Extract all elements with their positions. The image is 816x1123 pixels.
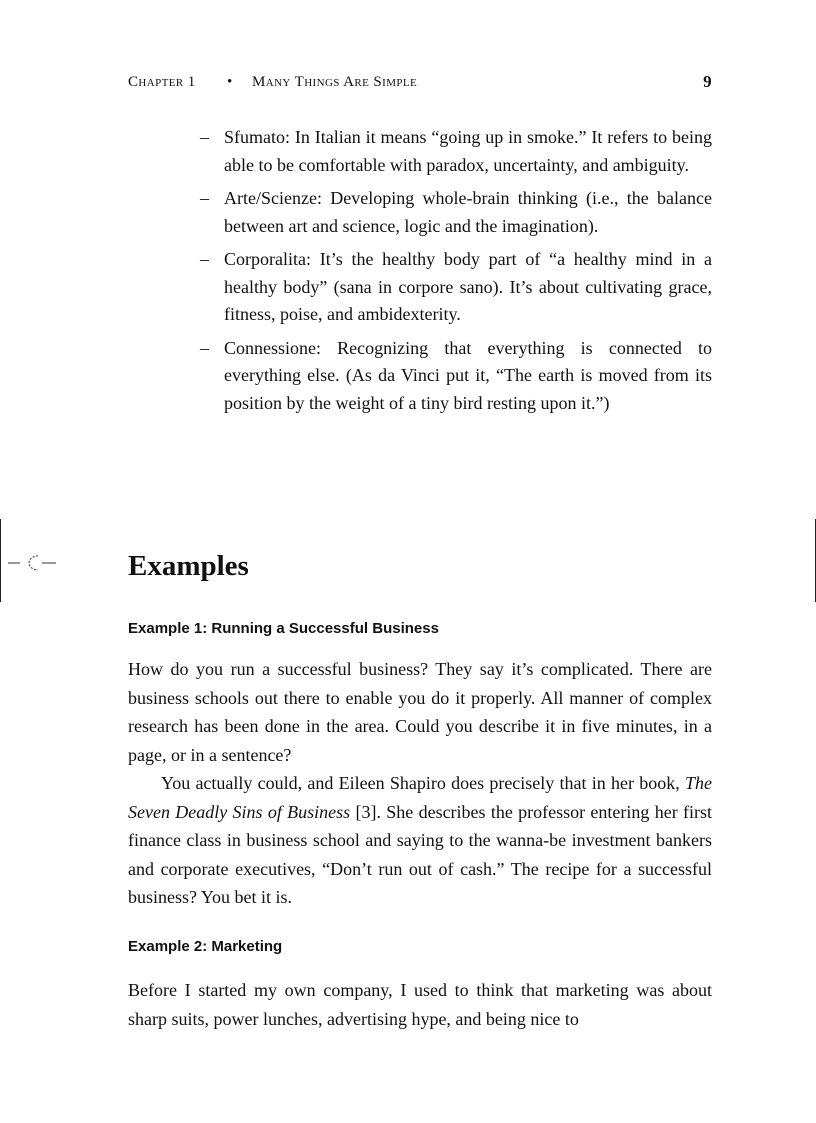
- page-number: 9: [703, 72, 712, 91]
- registration-mark-icon: [8, 548, 58, 578]
- book-title: The Seven Deadly Sins of Business: [128, 773, 712, 822]
- dash-marker: –: [200, 249, 209, 269]
- example-2-heading: Example 2: Marketing: [128, 938, 283, 955]
- list-item-connessione: [200, 335, 712, 418]
- dash-marker: –: [200, 188, 209, 208]
- list-item-text: Connessione: Recognizing that everything is connected to everything else. (As da Vinci put it, “The earth is moved from its position by the weight of a tiny bird resting upon it.”): [224, 337, 712, 413]
- paragraph-2-rest: [3]. She describes the professor entering her first finance class in business school and saying to the wanna-be investment bankers and corporate executives, “Don’t run out of cash.” The recipe for a successful business? You bet it is.: [128, 801, 712, 907]
- list-item-arte-scienze: [200, 185, 712, 240]
- example-2-body: [128, 976, 712, 1033]
- list-item-sfumato: [200, 124, 712, 179]
- running-head-separator: •: [227, 74, 233, 90]
- list-item-text: Sfumato: In Italian it means “going up in smoke.” It refers to being able to be comfortable with paradox, uncertainty, and ambiguity.: [224, 127, 712, 175]
- list-item-text: Corporalita: It’s the healthy body part of “a healthy mind in a healthy body” (sana in corpore sano). It’s about cultivating grace, fitness, poise, and ambidexterity.: [224, 249, 712, 324]
- principles-dash-list: [200, 124, 712, 423]
- section-heading-examples: Examples: [128, 550, 249, 582]
- paragraph-2-intro: You actually could, and Eileen Shapiro does precisely that in her book,: [161, 773, 685, 793]
- example-1-body: [128, 655, 712, 912]
- running-head: [128, 74, 712, 96]
- running-head-title: Many Things Are Simple: [252, 74, 418, 90]
- example-2-paragraph-1: Before I started my own company, I used to think that marketing was about sharp suits, power lunches, advertising hype, and being nice to: [128, 980, 712, 1029]
- dash-marker: –: [200, 127, 209, 147]
- running-head-chapter: Chapter 1: [128, 74, 196, 90]
- example-1-paragraph-2: [128, 769, 712, 912]
- dash-marker: –: [200, 337, 209, 358]
- crop-mark-left: [0, 519, 1, 602]
- list-item-text: Arte/Scienze: Developing whole-brain thinking (i.e., the balance between art and science, logic and the imagination).: [224, 188, 712, 236]
- example-1-heading: Example 1: Running a Successful Business: [128, 620, 439, 637]
- list-item-corporalita: [200, 246, 712, 329]
- example-1-paragraph-1: How do you run a successful business? They say it’s complicated. There are business schools out there to enable you do it properly. All manner of complex research has been done in the area. Could you describe it in five minutes, in a page, or in a sentence?: [128, 659, 712, 765]
